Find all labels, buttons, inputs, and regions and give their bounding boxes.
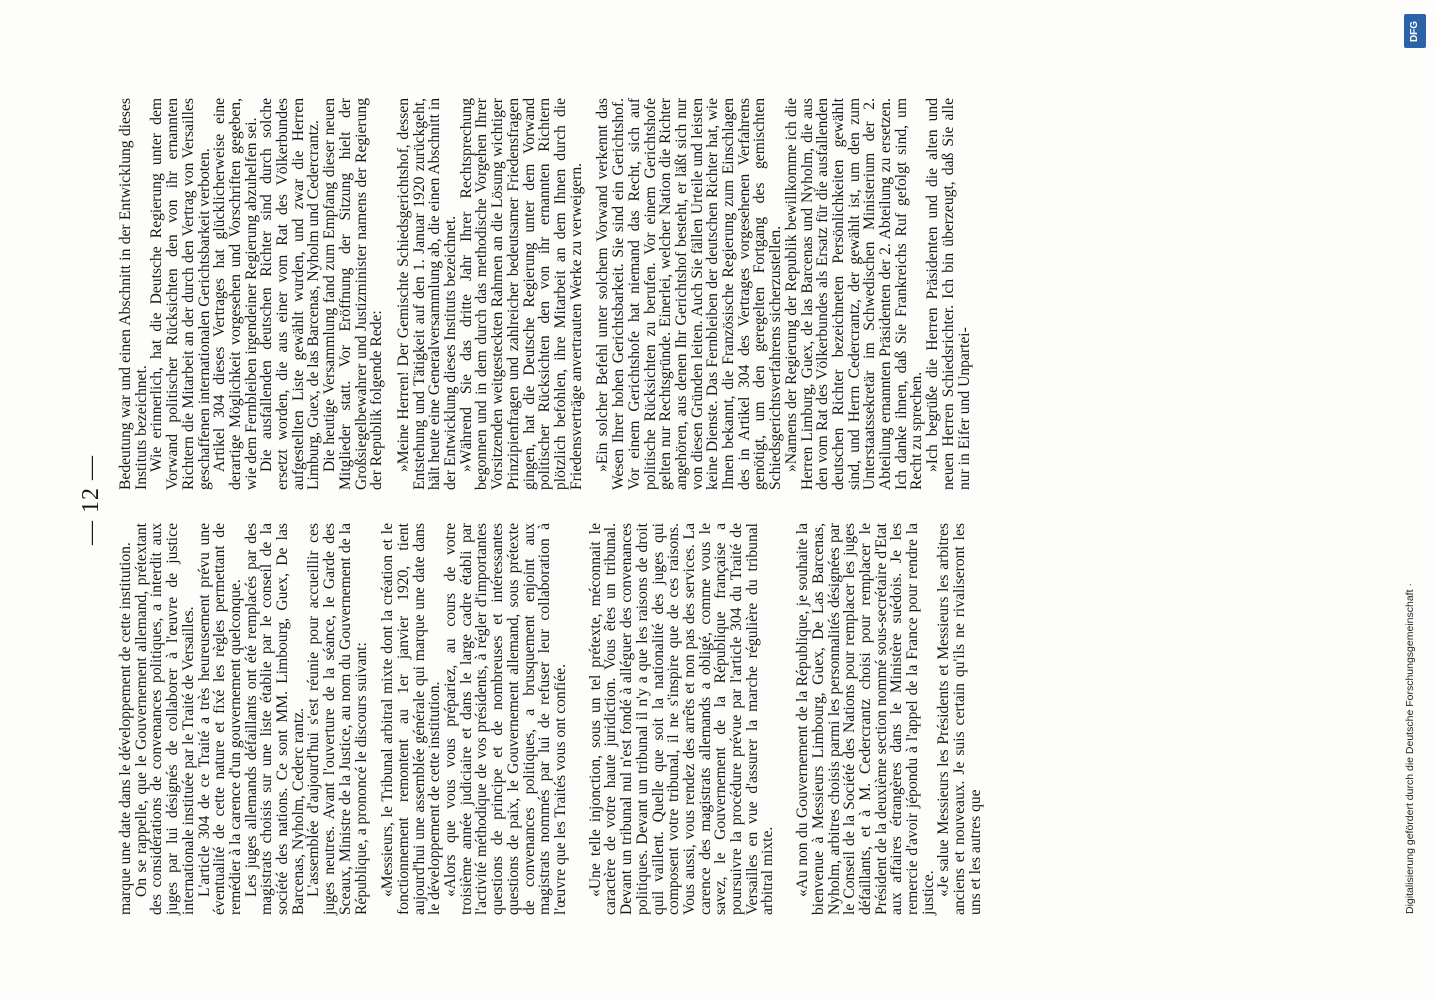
paragraph: Die heutige Versammlung fand zum Empfang dieser neuen Mitglieder statt. Vor Eröffnung der Sitzung hielt der Großsiegelbewahrer und Justizminister namens der Regierung der Republik folgende Rede: bbox=[321, 98, 386, 490]
paragraph: «Une telle injonction, sous un tel prétexte, méconnait le caractère de votre haute juridiction. Vous êtes un tribunal. Devant un tribunal nul n'est fondé à alléguer des convenances politiques. Devant un tribunal il n'y a que les raisons de droit quil vaillent. Quelle que soit la nationalité des juges qui composent votre tribunal, il ne s'inspire que de ces raisons. Vous aussi, vous rendez des arrêts et non pas des services. La carence des magistrats allemands a obligé, comme vous le savez, le Gouvernement de la République française a poursuivre la procédure prévue par l'article 304 du Traité de Versailles en vue d'assurer la marche régulière du tribunal arbitral mixte. bbox=[586, 523, 777, 915]
paragraph: Les juges allemands défaillants ont été remplacés par des magistrats choisis sur une liste établie par le conseil de la société des nations. Ce sont MM. Limbourg, Guex, De las Barcenas, Nyholm, Cederc rantz. bbox=[242, 523, 307, 915]
dfg-sidebar bbox=[1400, 8, 1430, 992]
paragraph: On se rappelle, que le Gouvernement allemand, prétextant des considérations de convenances politiques, a interdit aux juges par lui désignés de collaborer à l'œuvre de justice internationale instituée par le Traité de Versailles. bbox=[132, 523, 197, 915]
dfg-logo-text: DFG bbox=[1409, 20, 1421, 42]
paragraph: »Ein solcher Befehl unter solchem Vorwand verkennt das Wesen Ihrer hohen Gerichtsbarkeit. Sie sind ein Gerichtshof. Vor einem Gerichtshofe hat niemand das Recht, sich auf politische Rücksichten zu berufen. Vor einem Gerichtshofe gelten nur Rechtsgründe. Einerlei, welcher Nation die Richter angehören, aus denen Ihr Gerichtshof besteht, er läßt sich nur von diesen Gründen leiten. Auch Sie fällen Urteile und leisten keine Dienste. Das Fernbleiben der deutschen Richter hat, wie Ihnen bekannt, die Französische Regierung zum Einschlagen des in Artikel 304 des Vertrages vorgesehenen Verfahrens genötigt, um den geregelten Fortgang des gemischten Schiedsgerichtsverfahrens sicherzustellen. bbox=[594, 98, 785, 490]
paragraph: Wie erinnerlich, hat die Deutsche Regierung unter dem Vorwand politischer Rücksichten den von ihr ernannten Richtern die Mitarbeit an der durch den Vertrag von Versailles geschaffenen internationalen Gerichtsbarkeit verboten. bbox=[148, 98, 213, 490]
paragraph: «Messieurs, le Tribunal arbitral mixte dont la création et le fonctionnement remontent au 1er janvier 1920, tient aujourd'hui une assemblée générale qui marque une date dans le développement de cette institution. bbox=[379, 523, 444, 915]
paragraph: Bedeutung war und einen Abschnitt in der Entwicklung dieses Instituts bezeichnet. bbox=[117, 98, 150, 490]
paragraph: L'assemblée d'aujourd'hui s'est réunie pour accueillir ces juges neutres. Avant l'ouverture de la séance, le Garde des Sceaux, Ministre de la Justice, au nom du Gouvernement de la République, a prononcé le discours suivant: bbox=[305, 523, 370, 915]
paragraph: «Je salue Messieurs les Présidents et Messieurs les arbitres anciens et nouveaux. Je suis certain qu'ils ne rivaliseront les uns et les autres que bbox=[935, 523, 984, 915]
paragraph: «Au non du Gouvernement de la République, je souhaite la bienvenue à Messieurs Limbourg, Guex, De Las Barcenas, Nyholm, arbitres choisis parmi les personnalités désignées par le Conseil de la Société des Nations pour remplacer les juges défaillants, et à M. Cedercrantz choisi pour remplacer le Président de la deuxième section nommé sous-secrétaire d'Etat aux affaires étrangères dans le Ministère suédois. Je les remercie d'avoir jépondu à l'appel de la France pour rendre la justice. bbox=[794, 523, 937, 915]
paragraph: »Meine Herren! Der Gemischte Schiedsgerichtshof, dessen Entstehung und Tätigkeit auf den 1. Januar 1920 zurückgeht, hält heute eine Generalversammlung ab, die einen Abschnitt in der Entwicklung dieses Instituts bezeichnet. bbox=[394, 98, 460, 490]
french-column bbox=[118, 523, 984, 915]
german-column bbox=[118, 98, 972, 490]
paragraph: »Ich begrüße die Herren Präsidenten und die alten und neuen Herren Schiedsrichter. Ich bin überzeugt, daß Sie alle nur in Eifer und Unpartei- bbox=[924, 98, 973, 490]
paragraph: Die ausfallenden deutschen Richter sind durch solche ersetzt worden, die aus einer vom Rat des Völkerbundes aufgestellten Liste gewählt wurden, und zwar die Herren Limburg, Guex, de las Barcenas, Nyholm und Cedercrantz. bbox=[258, 98, 323, 490]
paragraph: »Während Sie das dritte Jahr Ihrer Rechtsprechung begonnen und in dem durch das methodische Vorgehen Ihrer Vorsitzenden weitgesteckten Rahmen an die Lösung wichtiger Prinzipienfragen und zahlreicher bedeutsamer Friedensfragen gingen, hat die Deutsche Regierung unter dem Vorwand politischer Rücksichten den von ihr ernannten Richtern plötzlich befohlen, ihre Mitarbeit an dem Ihnen durch die Friedensverträge anvertrauten Werke zu verweigern. bbox=[457, 98, 585, 490]
paragraph: L'article 304 de ce Traité a très heureusement prévu une éventualité de cette nature et fixé les règles permettant de remédier à la carence d'un gouvernement quelconque. bbox=[195, 523, 244, 915]
page-number: — 12 — bbox=[78, 455, 104, 545]
dfg-notice: Digitalisierung gefördert durch die Deutsche Forschungsgemeinschaft · bbox=[1404, 583, 1416, 914]
paragraph: «Alors que vous vous prépariez, au cours de votre troisième année judiciaire et dans le large cadre établi par l'activité méthodique de vos présidents, à régler d'importantes questions de principe et de nombreuses et intéressantes questions de paix, le Gouvernement allemand, sous prétexte de convenances politiques, a brusquement enjoint aux magistrats nommés par lui de refuser leur collaboration à l'œuvre que les Traités vous ont confiée. bbox=[442, 523, 569, 915]
paragraph: Artikel 304 dieses Vertrages hat glücklicherweise eine derartige Möglichkeit vorgesehen und Vorschriften gegeben, wie dem Fernbleiben irgendeiner Regierung abzuhelfen sei. bbox=[211, 98, 260, 490]
paragraph: »Namens der Regierung der Republik bewillkomme ich die Herren Limburg, Guex, de las Barcenas und Nyholm, die aus den vom Rat des Völkerbundes als Ersatz für die ausfallenden deutschen Richter bezeichneten Persönlichkeiten gewählt sind, und Herrn Cedercrantz, der gewählt ist, um den zum Unterstaatssekretär im Schwedischen Ministerium der 2. Abteilung ernannten Präsidenten der 2. Abteilung zu ersetzen. Ich danke ihnen, daß Sie Frankreichs Ruf gefolgt sind, um Recht zu sprechen. bbox=[782, 98, 926, 490]
paragraph: marque une date dans le développement de cette institution. bbox=[117, 542, 134, 915]
